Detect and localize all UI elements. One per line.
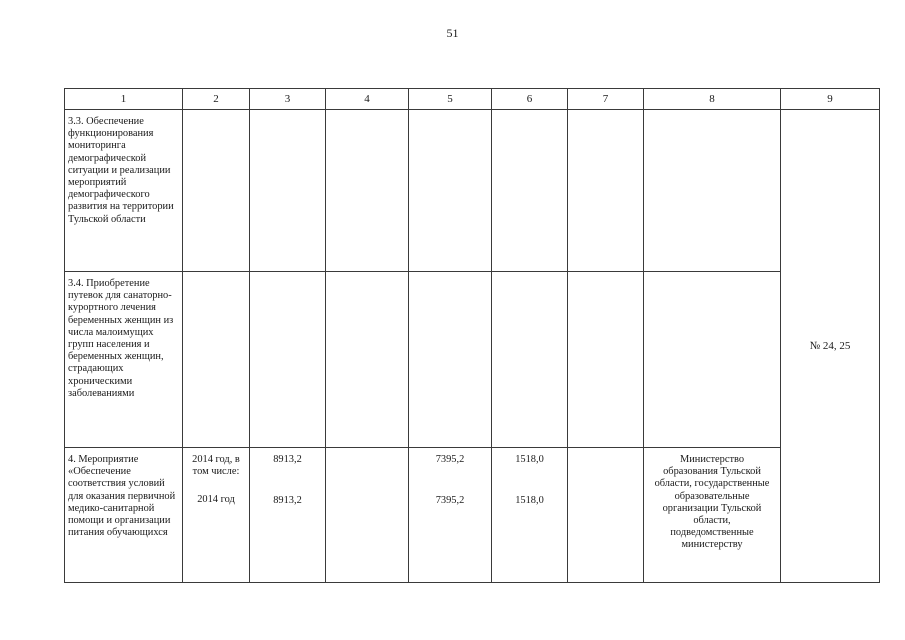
row-3-4-activity: [65, 272, 183, 448]
row-3-3-col6: [492, 110, 568, 272]
row-4-col6-year: 1518,0: [515, 495, 544, 507]
row-3-3-col7: [568, 110, 644, 272]
row-3-4-col5: [409, 272, 492, 448]
page-number: 51: [446, 26, 459, 40]
row-4-col5-year: 7395,2: [435, 495, 465, 507]
row-4-col5: [409, 448, 492, 583]
header-cell-8: 8: [644, 89, 781, 110]
header-cell-2: 2: [183, 89, 250, 110]
row-3-3-executor: [644, 110, 781, 272]
row-4-period-year: 2014 год: [197, 494, 235, 506]
table-row-3-3: [65, 110, 880, 272]
table-row-4: [65, 448, 880, 583]
row-3-4-col4: [326, 272, 409, 448]
row-4-col4: [326, 448, 409, 583]
row-3-3-col3: [250, 110, 326, 272]
row-3-4-col6: [492, 272, 568, 448]
row-4-executor: Министерство образования Тульской области, государственные образовательные организации Тульской области, подведомственные министерству: [644, 448, 781, 583]
row-4-col3-year: 8913,2: [273, 495, 302, 507]
row-4-period: [183, 448, 250, 583]
header-cell-6: 6: [492, 89, 568, 110]
row-3-3-activity-text: 3.3. Обеспечение функционирования мониторинга демографической ситуации и реализации мероприятий демографического развития на территории Тульской области: [68, 116, 174, 225]
row-4-col3-total: 8913,2: [273, 454, 302, 465]
row-3-3-activity: [65, 110, 183, 272]
header-cell-7: 7: [568, 89, 644, 110]
header-cell-5: 5: [409, 89, 492, 110]
row-4-activity: [65, 448, 183, 583]
row-4-period-total: 2014 год, в том числе:: [192, 454, 240, 478]
header-row: [65, 89, 880, 110]
row-4-col6: [492, 448, 568, 583]
table-row-3-4: [65, 272, 880, 448]
header-cell-3: 3: [250, 89, 326, 110]
row-3-4-period: [183, 272, 250, 448]
row-3-3-period: [183, 110, 250, 272]
row-3-4-activity-text: 3.4. Приобретение путевок для санаторно-курортного лечения беременных женщин из числа малоимущих групп населения и беременных женщин, страдающих хроническими заболеваниями: [68, 278, 174, 399]
merged-indicator-cell: № 24, 25: [781, 110, 880, 583]
row-4-col6-total: 1518,0: [515, 454, 544, 465]
row-3-4-executor: [644, 272, 781, 448]
row-4-col7: [568, 448, 644, 583]
row-4-col5-total: 7395,2: [435, 454, 465, 465]
header-cell-4: 4: [326, 89, 409, 110]
row-4-activity-text: 4. Мероприятие «Обеспечение соответствия условий для оказания первичной медико-санитарной помощи и организации питания обучающихся: [68, 454, 176, 539]
row-3-4-col7: [568, 272, 644, 448]
document-table: [64, 88, 880, 583]
row-4-col3: [250, 448, 326, 583]
row-3-3-col5: [409, 110, 492, 272]
header-cell-9: 9: [781, 89, 880, 110]
row-3-4-col3: [250, 272, 326, 448]
header-cell-1: 1: [65, 89, 183, 110]
row-3-3-col4: [326, 110, 409, 272]
